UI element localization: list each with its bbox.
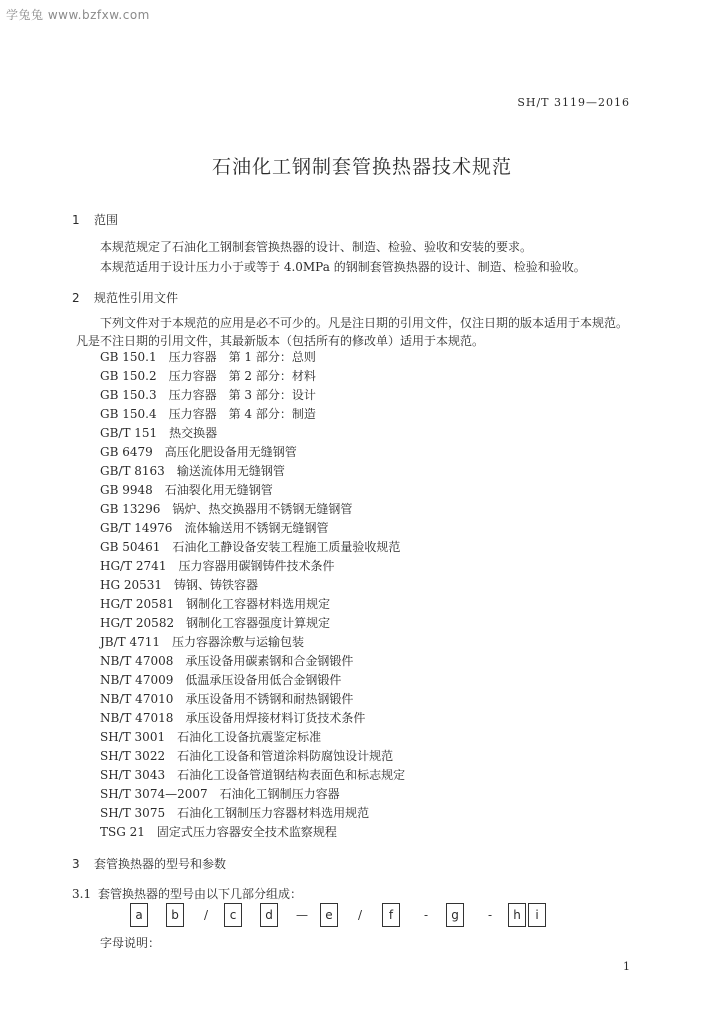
reference-code: JB/T 4711 <box>100 635 161 649</box>
reference-item <box>100 709 405 728</box>
reference-item <box>100 424 405 443</box>
model-box: e <box>320 903 338 927</box>
section-2-heading <box>72 289 178 306</box>
reference-code: SH/T 3043 <box>100 768 166 782</box>
reference-item <box>100 576 405 595</box>
reference-item <box>100 747 405 766</box>
reference-title: 承压设备用焊接材料订货技术条件 <box>185 711 366 725</box>
reference-item <box>100 614 405 633</box>
reference-code: SH/T 3001 <box>100 730 166 744</box>
model-box: h <box>508 903 526 927</box>
reference-item <box>100 633 405 652</box>
section-title: 规范性引用文件 <box>94 291 179 305</box>
model-separator: - <box>424 908 429 922</box>
model-box: i <box>528 903 546 927</box>
reference-code: GB 50461 <box>100 540 161 554</box>
reference-title: 低温承压设备用低合金钢锻件 <box>185 673 342 687</box>
section-2-intro: 下列文件对于本规范的应用是必不可少的。凡是注日期的引用文件，仅注日期的版本适用于本规范。凡是不注日期的引用文件，其最新版本（包括所有的修改单）适用于本规范。 <box>76 316 629 348</box>
reference-item <box>100 804 405 823</box>
reference-item <box>100 823 405 842</box>
reference-item <box>100 785 405 804</box>
reference-title: 压力容器用碳钢铸件技术条件 <box>178 559 335 573</box>
model-box: g <box>446 903 464 927</box>
reference-code: NB/T 47018 <box>100 711 174 725</box>
reference-item <box>100 652 405 671</box>
reference-title: 石油化工钢制压力容器材料选用规范 <box>177 806 370 820</box>
reference-title: 压力容器 第 2 部分：材料 <box>168 369 316 383</box>
reference-title: 流体输送用不锈钢无缝钢管 <box>184 521 329 535</box>
reference-item <box>100 367 405 386</box>
reference-title: 石油化工钢制压力容器 <box>219 787 340 801</box>
reference-title: 压力容器 第 3 部分：设计 <box>168 388 316 402</box>
reference-item <box>100 462 405 481</box>
reference-code: GB 6479 <box>100 445 153 459</box>
reference-title: 钢制化工容器强度计算规定 <box>186 616 331 630</box>
model-separator: / <box>204 908 209 922</box>
subsection-text: 套管换热器的型号由以下几部分组成： <box>98 887 303 901</box>
reference-item <box>100 538 405 557</box>
reference-code: SH/T 3075 <box>100 806 166 820</box>
reference-item <box>100 348 405 367</box>
reference-code: GB 150.2 <box>100 369 157 383</box>
reference-code: NB/T 47009 <box>100 673 174 687</box>
section-1-paragraph-2: 本规范适用于设计压力小于或等于 4.0MPa 的钢制套管换热器的设计、制造、检验和验收。 <box>100 260 586 274</box>
section-1-heading <box>72 211 118 228</box>
reference-code: HG/T 2741 <box>100 559 167 573</box>
reference-code: TSG 21 <box>100 825 145 839</box>
reference-item <box>100 728 405 747</box>
reference-item <box>100 500 405 519</box>
reference-item <box>100 690 405 709</box>
reference-code: SH/T 3074—2007 <box>100 787 208 801</box>
reference-title: 石油裂化用无缝钢管 <box>164 483 273 497</box>
reference-code: GB/T 151 <box>100 426 158 440</box>
watermark-text: 学兔兔 www.bzfxw.com <box>6 8 150 22</box>
reference-item <box>100 519 405 538</box>
standard-code: SH/T 3119—2016 <box>517 96 630 109</box>
section-number: 3 <box>72 857 80 871</box>
reference-title: 石油化工设备抗震鉴定标准 <box>177 730 322 744</box>
reference-item <box>100 671 405 690</box>
reference-title: 锅炉、热交换器用不锈钢无缝钢管 <box>172 502 353 516</box>
section-number: 1 <box>72 213 80 227</box>
model-box: d <box>260 903 278 927</box>
reference-item <box>100 481 405 500</box>
reference-title: 压力容器涂敷与运输包装 <box>172 635 305 649</box>
subsection-number: 3.1 <box>72 887 92 901</box>
reference-title: 石油化工静设备安装工程施工质量验收规范 <box>172 540 401 554</box>
reference-title: 高压化肥设备用无缝钢管 <box>164 445 297 459</box>
model-separator: / <box>358 908 363 922</box>
reference-title: 石油化工设备和管道涂料防腐蚀设计规范 <box>177 749 394 763</box>
section-title: 套管换热器的型号和参数 <box>94 857 227 871</box>
section-number: 2 <box>72 291 80 305</box>
model-box: b <box>166 903 184 927</box>
reference-title: 钢制化工容器材料选用规定 <box>186 597 331 611</box>
reference-item <box>100 766 405 785</box>
reference-code: HG/T 20581 <box>100 597 175 611</box>
reference-code: GB 150.4 <box>100 407 157 421</box>
reference-code: GB 150.1 <box>100 350 157 364</box>
reference-title: 压力容器 第 1 部分：总则 <box>168 350 316 364</box>
section-3-heading <box>72 855 226 872</box>
section-title: 范围 <box>94 213 119 227</box>
section-1-paragraph-1: 本规范规定了石油化工钢制套管换热器的设计、制造、检验、验收和安装的要求。 <box>100 240 533 254</box>
reference-title: 承压设备用不锈钢和耐热钢锻件 <box>185 692 354 706</box>
reference-item <box>100 557 405 576</box>
reference-title: 热交换器 <box>169 426 218 440</box>
reference-title: 输送流体用无缝钢管 <box>176 464 285 478</box>
reference-item <box>100 443 405 462</box>
reference-code: HG 20531 <box>100 578 163 592</box>
reference-code: GB 13296 <box>100 502 161 516</box>
reference-code: GB/T 14976 <box>100 521 173 535</box>
reference-item <box>100 405 405 424</box>
reference-code: GB 150.3 <box>100 388 157 402</box>
reference-title: 固定式压力容器安全技术监察规程 <box>156 825 337 839</box>
reference-title: 铸钢、铸铁容器 <box>174 578 259 592</box>
reference-code: HG/T 20582 <box>100 616 175 630</box>
subsection-3-1 <box>72 885 302 902</box>
model-separator: — <box>296 908 308 922</box>
document-title: 石油化工钢制套管换热器技术规范 <box>211 156 512 178</box>
reference-item <box>100 386 405 405</box>
reference-title: 压力容器 第 4 部分：制造 <box>168 407 316 421</box>
page-number: 1 <box>623 960 630 973</box>
reference-code: GB/T 8163 <box>100 464 165 478</box>
letter-legend-label: 字母说明： <box>100 936 161 950</box>
reference-code: NB/T 47008 <box>100 654 174 668</box>
reference-title: 承压设备用碳素钢和合金钢锻件 <box>185 654 354 668</box>
model-box: f <box>382 903 400 927</box>
reference-item <box>100 595 405 614</box>
model-box: c <box>224 903 242 927</box>
reference-title: 石油化工设备管道钢结构表面色和标志规定 <box>177 768 406 782</box>
reference-code: NB/T 47010 <box>100 692 174 706</box>
reference-list <box>100 348 405 842</box>
model-box: a <box>130 903 148 927</box>
reference-code: GB 9948 <box>100 483 153 497</box>
reference-code: SH/T 3022 <box>100 749 166 763</box>
model-separator: - <box>488 908 493 922</box>
